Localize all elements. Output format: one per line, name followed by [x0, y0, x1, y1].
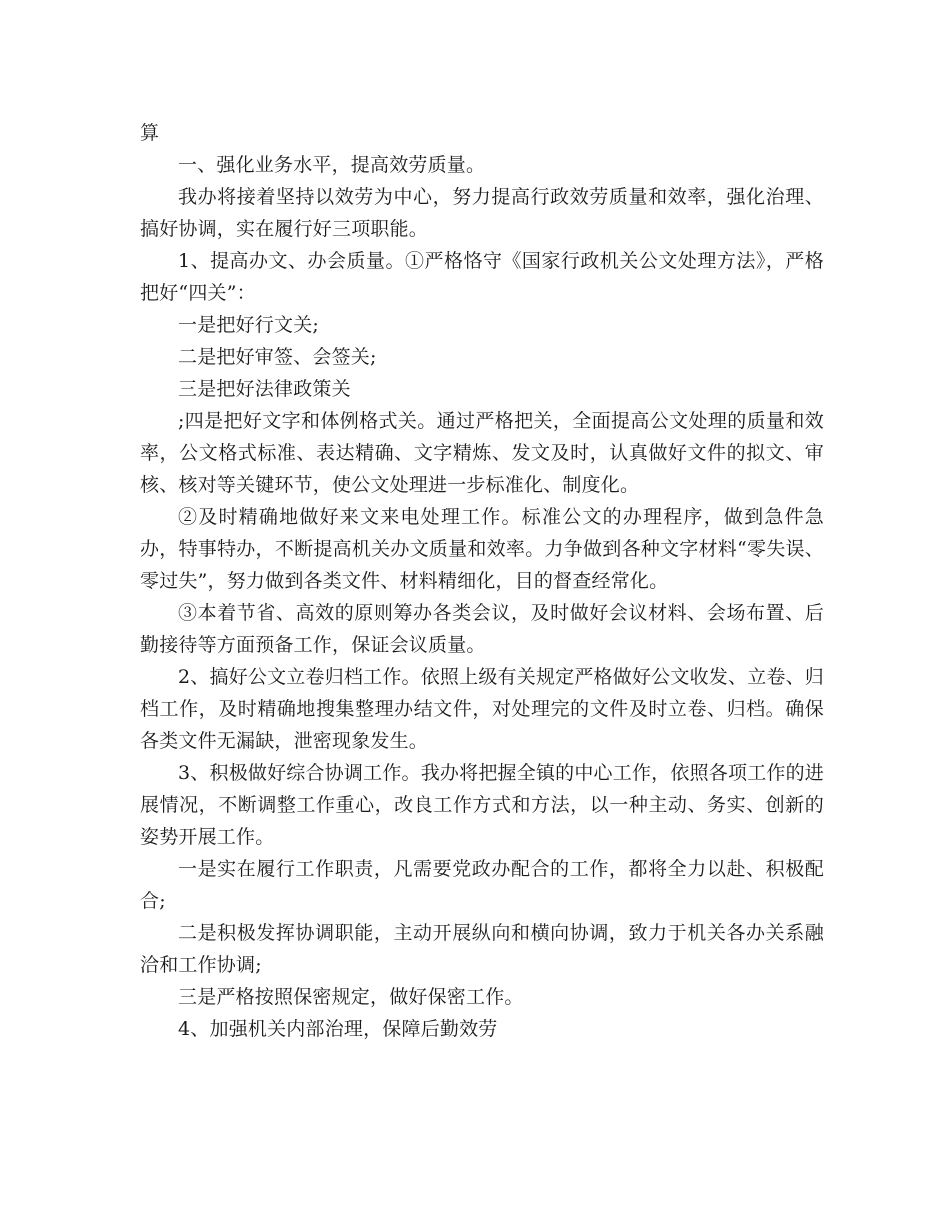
paragraph-0: 算: [140, 122, 160, 144]
paragraph-13: 二是积极发挥协调职能，主动开展纵向和横向协调，致力于机关各办关系融洽和工作协调;: [140, 922, 824, 976]
paragraph-5: 二是把好审签、会签关;: [178, 346, 377, 368]
paragraph-12: 一是实在履行工作职责，凡需要党政办配合的工作，都将全力以赴、积极配合;: [140, 858, 824, 912]
paragraph-7: ;四是把好文字和体例格式关。通过严格把关，全面提高公文处理的质量和效率，公文格式标准、表达精确、文字精炼、发文及时，认真做好文件的拟文、审核、核对等关键环节，使公文处理进一步标准化、制度化。: [140, 410, 824, 496]
paragraph-3: 1、提高办文、办会质量。①严格恪守《国家行政机关公文处理方法》，严格把好“四关”：: [140, 250, 824, 304]
paragraph-4: 一是把好行文关;: [178, 314, 320, 336]
paragraph-9: ③本着节省、高效的原则筹办各类会议，及时做好会议材料、会场布置、后勤接待等方面预备工作，保证会议质量。: [140, 602, 824, 656]
document-page: [140, 117, 824, 1045]
paragraph-10: 2、搞好公文立卷归档工作。依照上级有关规定严格做好公文收发、立卷、归档工作，及时精确地搜集整理办结文件，对处理完的文件及时立卷、归档。确保各类文件无漏缺，泄密现象发生。: [140, 666, 824, 752]
paragraph-1: 一、强化业务水平，提高效劳质量。: [178, 154, 486, 176]
paragraph-14: 三是严格按照保密规定，做好保密工作。: [178, 986, 524, 1008]
paragraph-8: ②及时精确地做好来文来电处理工作。标准公文的办理程序，做到急件急办，特事特办，不断提高机关办文质量和效率。力争做到各种文字材料“零失误、零过失”，努力做到各类文件、材料精细化，目的督查经常化。: [140, 506, 824, 592]
paragraph-11: 3、积极做好综合协调工作。我办将把握全镇的中心工作，依照各项工作的进展情况，不断调整工作重心，改良工作方式和方法，以一种主动、务实、创新的姿势开展工作。: [140, 762, 824, 848]
paragraph-2: 我办将接着坚持以效劳为中心，努力提高行政效劳质量和效率，强化治理、搞好协调，实在履行好三项职能。: [140, 186, 824, 240]
paragraph-15: 4、加强机关内部治理，保障后勤效劳: [178, 1018, 498, 1040]
paragraph-6: 三是把好法律政策关: [178, 378, 351, 400]
